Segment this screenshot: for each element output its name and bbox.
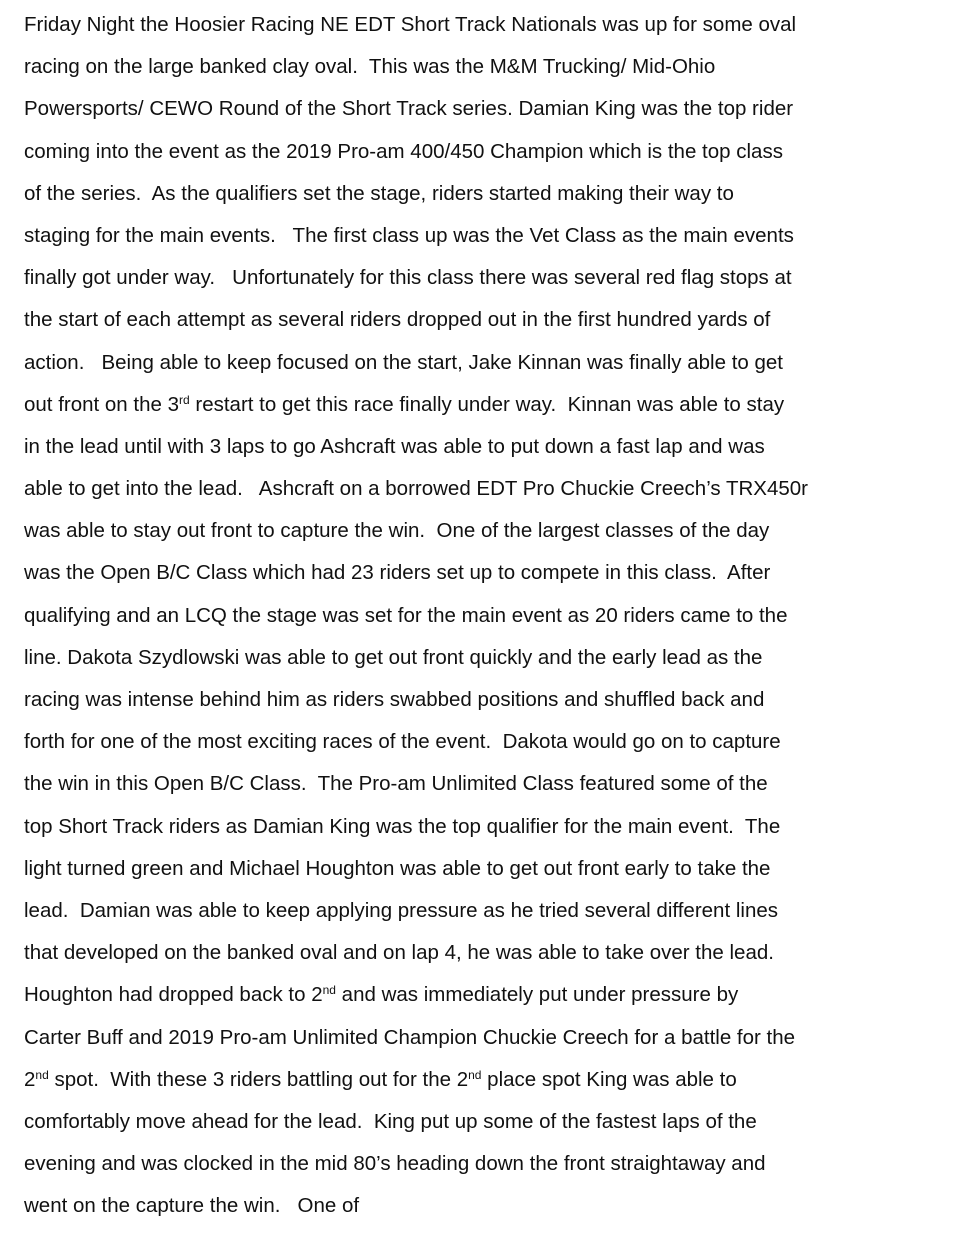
text-run: able to get into the lead. Ashcraft on a borrowed EDT Pro Chuckie Creech’s TRX450r	[24, 477, 808, 501]
text-run: qualifying and an LCQ the stage was set for the main event as 20 riders came to the	[24, 603, 788, 627]
text-run: lead. Damian was able to keep applying pressure as he tried several different lines	[24, 898, 778, 922]
ordinal-superscript: rd	[179, 392, 190, 407]
text-run: place spot King was able to	[481, 1067, 737, 1091]
text-line	[24, 257, 944, 299]
text-line	[24, 46, 944, 88]
text-line	[24, 679, 944, 721]
text-line	[24, 299, 944, 341]
text-line	[24, 1185, 944, 1227]
text-line	[24, 384, 944, 426]
document-page	[24, 0, 944, 1227]
article-body	[24, 4, 944, 1227]
text-run: action. Being able to keep focused on the start, Jake Kinnan was finally able to get	[24, 350, 783, 374]
text-run: racing on the large banked clay oval. This was the M&M Trucking/ Mid-Ohio	[24, 55, 716, 79]
text-run: and was immediately put under pressure by	[335, 983, 739, 1007]
text-run: coming into the event as the 2019 Pro-am 400/450 Champion which is the top class	[24, 139, 783, 163]
text-line	[24, 510, 944, 552]
text-run: 2	[24, 1067, 36, 1091]
text-run: restart to get this race finally under way. Kinnan was able to stay	[189, 392, 785, 416]
ordinal-superscript: nd	[322, 983, 336, 998]
text-line	[24, 595, 944, 637]
text-run: light turned green and Michael Houghton was able to get out front early to take the	[24, 856, 771, 880]
text-run: went on the capture the win. One of	[24, 1194, 360, 1218]
text-line	[24, 848, 944, 890]
text-line	[24, 173, 944, 215]
text-run: forth for one of the most exciting races of the event. Dakota would go on to capture	[24, 730, 781, 754]
text-run: Houghton had dropped back to 2	[24, 983, 323, 1007]
text-line	[24, 426, 944, 468]
text-run: Friday Night the Hoosier Racing NE EDT Short Track Nationals was up for some oval	[24, 13, 797, 36]
text-run: top Short Track riders as Damian King was the top qualifier for the main event. The	[24, 814, 781, 838]
text-line	[24, 763, 944, 805]
text-line	[24, 974, 944, 1016]
text-run: evening and was clocked in the mid 80’s heading down the front straightaway and	[24, 1152, 766, 1176]
text-line	[24, 88, 944, 130]
text-run: finally got under way. Unfortunately for this class there was several red flag stops at	[24, 266, 792, 290]
text-run: in the lead until with 3 laps to go Ashcraft was able to put down a fast lap and was	[24, 434, 765, 458]
text-line	[24, 637, 944, 679]
text-run: spot. With these 3 riders battling out for the 2	[48, 1067, 469, 1091]
text-line	[24, 1143, 944, 1185]
text-line	[24, 1017, 944, 1059]
text-line	[24, 721, 944, 763]
text-run: of the series. As the qualifiers set the stage, riders started making their way to	[24, 181, 734, 205]
text-run: comfortably move ahead for the lead. King put up some of the fastest laps of the	[24, 1109, 757, 1133]
text-run: Carter Buff and 2019 Pro-am Unlimited Champion Chuckie Creech for a battle for the	[24, 1025, 796, 1049]
text-line	[24, 215, 944, 257]
text-run: Powersports/ CEWO Round of the Short Track series. Damian King was the top rider	[24, 97, 794, 121]
text-run: the start of each attempt as several riders dropped out in the first hundred yards of	[24, 308, 771, 332]
ordinal-superscript: nd	[35, 1067, 49, 1082]
text-run: out front on the 3	[24, 392, 180, 416]
text-run: line. Dakota Szydlowski was able to get out front quickly and the early lead as the	[24, 645, 763, 669]
text-run: that developed on the banked oval and on lap 4, he was able to take over the lead.	[24, 941, 774, 965]
text-line	[24, 932, 944, 974]
text-line	[24, 1101, 944, 1143]
text-line	[24, 131, 944, 173]
text-run: the win in this Open B/C Class. The Pro-am Unlimited Class featured some of the	[24, 772, 768, 796]
text-line	[24, 4, 944, 46]
text-line	[24, 342, 944, 384]
text-line	[24, 890, 944, 932]
text-run: racing was intense behind him as riders swabbed positions and shuffled back and	[24, 688, 765, 711]
text-line	[24, 1059, 944, 1101]
ordinal-superscript: nd	[468, 1067, 482, 1082]
text-line	[24, 806, 944, 848]
text-run: staging for the main events. The first class up was the Vet Class as the main events	[24, 223, 794, 247]
text-line	[24, 552, 944, 594]
text-run: was the Open B/C Class which had 23 riders set up to compete in this class. After	[24, 561, 771, 585]
text-line	[24, 468, 944, 510]
text-run: was able to stay out front to capture the win. One of the largest classes of the day	[24, 519, 770, 543]
